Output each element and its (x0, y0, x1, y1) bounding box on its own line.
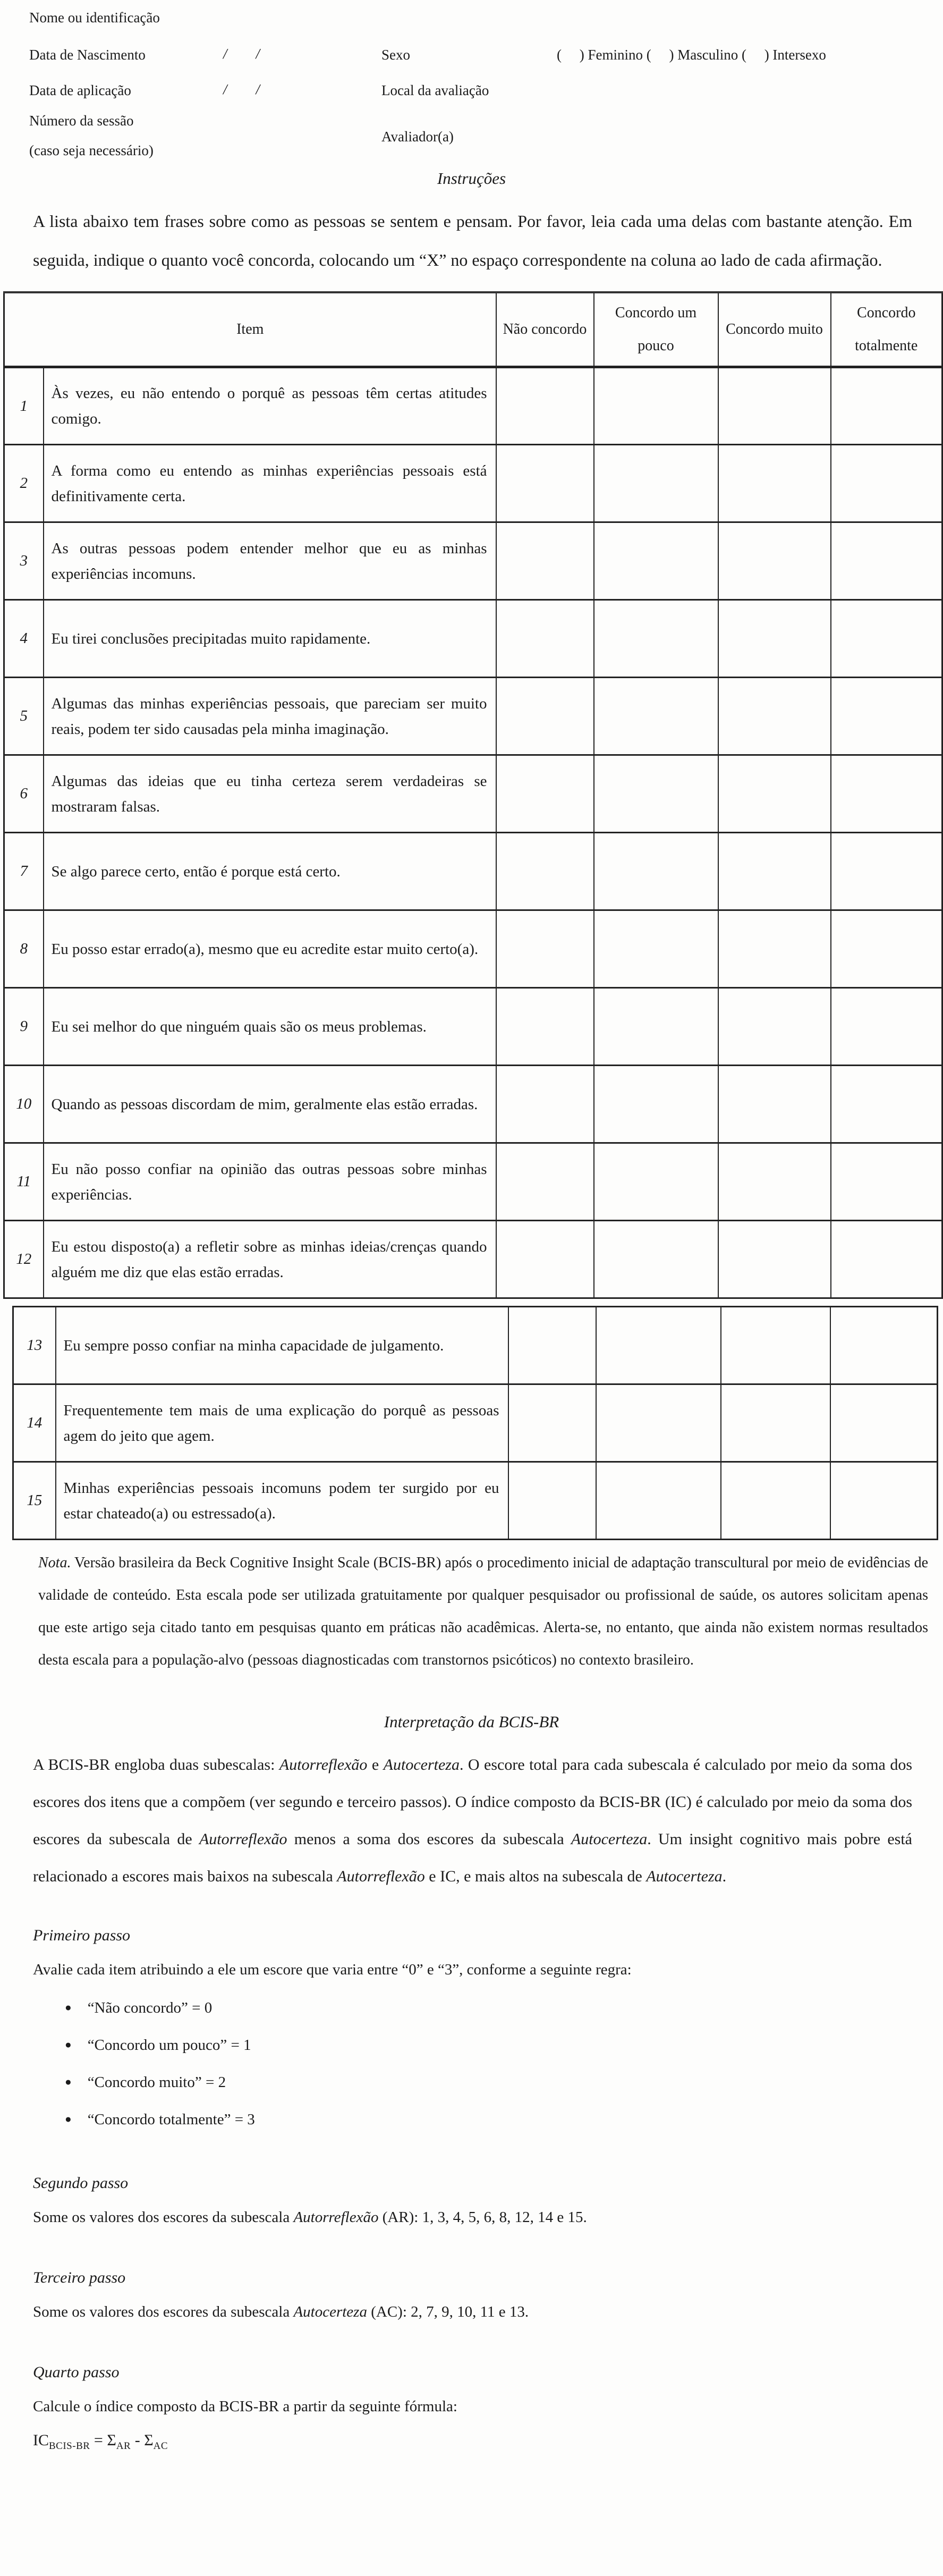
item-text: Algumas das ideias que eu tinha certeza serem verdadeiras se mostraram falsas. (44, 755, 496, 833)
step3-body (33, 2295, 912, 2329)
item-number: 8 (4, 910, 44, 988)
table-row (4, 678, 942, 755)
item-text: A forma como eu entendo as minhas experiências pessoais está definitivamente certa. (44, 445, 496, 522)
location-field-label: Local da avaliação (381, 82, 489, 98)
item-number: 3 (4, 522, 44, 600)
answer-cell-nao-concordo[interactable] (496, 910, 594, 988)
column-header-concordo-muito: Concordo muito (718, 292, 831, 367)
text-segment: . Um insight cognitivo mais pobre está relacionado a escores mais baixos na subescala (33, 1830, 912, 1885)
answer-cell-concordo-muito[interactable] (718, 910, 831, 988)
step4-body: Calcule o índice composto da BCIS-BR a partir da seguinte fórmula: (33, 2398, 457, 2415)
nota-text: Versão brasileira da Beck Cognitive Insight Scale (BCIS-BR) após o procedimento inicial de adaptação transcultural por meio de evidências de validade de conteúdo. Esta escala pode ser utilizada gratuitamente por qualquer pesquisador ou profissional de saúde, os autores solicitam apenas que este artigo seja citado tanto em pesquisas quanto em práticas não acadêmicas. Alerta-se, no entanto, que ainda não existem normas resultados desta escala para a população-alvo (pessoas diagnosticadas com transtornos psicóticos) no contexto brasileiro. (38, 1555, 928, 1668)
formula-ar-subscript: AR (116, 2440, 131, 2452)
answer-cell-concordo-um-pouco[interactable] (594, 833, 718, 910)
item-text: Às vezes, eu não entendo o porquê as pessoas têm certas atitudes comigo. (44, 367, 496, 445)
item-text: As outras pessoas podem entender melhor que eu as minhas experiências incomuns. (44, 522, 496, 600)
answer-cell-nao-concordo[interactable] (496, 988, 594, 1066)
answer-cell-concordo-totalmente[interactable] (830, 1462, 938, 1540)
scoring-rule-item: ● “Não concordo” = 0 (65, 1990, 943, 2027)
scoring-rule-item: ● “Concordo um pouco” = 1 (65, 2027, 943, 2064)
item-text: Eu tirei conclusões precipitadas muito rapidamente. (44, 600, 496, 678)
item-number: 4 (4, 600, 44, 678)
questionnaire-table-continued (12, 1306, 938, 1540)
answer-cell-concordo-totalmente[interactable] (831, 678, 942, 755)
item-number: 1 (4, 367, 44, 445)
item-number: 9 (4, 988, 44, 1066)
text-segment-italic: Autorreflexão (293, 2209, 379, 2226)
column-header-concordo-totalmente: Concordo totalmente (831, 292, 942, 367)
identification-header (0, 0, 943, 159)
item-text: Minhas experiências pessoais incomuns podem ter surgido por eu estar chateado(a) ou estressado(a). (56, 1462, 508, 1540)
table-row (4, 1143, 942, 1221)
answer-cell-concordo-um-pouco[interactable] (594, 600, 718, 678)
item-number: 11 (4, 1143, 44, 1221)
answer-cell-concordo-muito[interactable] (718, 833, 831, 910)
birthdate-slashes: / / (223, 46, 260, 62)
text-segment-italic: Autocerteza (383, 1756, 460, 1773)
scoring-rule-item: ● “Concordo muito” = 2 (65, 2064, 943, 2101)
answer-cell-concordo-totalmente[interactable] (831, 988, 942, 1066)
answer-cell-nao-concordo[interactable] (496, 1221, 594, 1298)
answer-cell-concordo-totalmente[interactable] (831, 1066, 942, 1143)
table-row (4, 833, 942, 910)
answer-cell-concordo-muito[interactable] (718, 1066, 831, 1143)
step2-title: Segundo passo (33, 2174, 129, 2192)
formula-ac-subscript: AC (153, 2440, 168, 2452)
table-row (4, 522, 942, 600)
item-number: 10 (4, 1066, 44, 1143)
answer-cell-concordo-totalmente[interactable] (831, 1221, 942, 1298)
text-segment-italic: Autocerteza (293, 2303, 367, 2320)
answer-cell-concordo-muito[interactable] (718, 522, 831, 600)
item-text: Eu posso estar errado(a), mesmo que eu acredite estar muito certo(a). (44, 910, 496, 988)
table-row (4, 1221, 942, 1298)
instructions-paragraph: A lista abaixo tem frases sobre como as pessoas se sentem e pensam. Por favor, leia cada uma delas com bastante atenção. Em seguida, indique o quanto você concorda, colocando um “X” no espaço correspondente na coluna ao lado de cada afirmação. (33, 212, 912, 269)
item-text: Se algo parece certo, então é porque está certo. (44, 833, 496, 910)
column-header-nao-concordo: Não concordo (496, 292, 594, 367)
text-segment: e IC, e mais altos na subescala de (424, 1868, 647, 1885)
answer-cell-nao-concordo[interactable] (508, 1462, 596, 1540)
item-number: 14 (13, 1384, 56, 1462)
answer-cell-concordo-muito[interactable] (718, 600, 831, 678)
text-segment-italic: Autocerteza (571, 1830, 648, 1848)
answer-cell-concordo-totalmente[interactable] (831, 755, 942, 833)
item-number: 12 (4, 1221, 44, 1298)
nota-paragraph (38, 1547, 928, 1676)
answer-cell-nao-concordo[interactable] (508, 1384, 596, 1462)
application-date-label: Data de aplicação (29, 82, 131, 98)
answer-cell-concordo-um-pouco[interactable] (594, 522, 718, 600)
table-row (4, 755, 942, 833)
answer-cell-concordo-totalmente[interactable] (830, 1384, 938, 1462)
text-segment: e (367, 1756, 384, 1773)
item-number: 13 (13, 1307, 56, 1384)
item-number: 15 (13, 1462, 56, 1540)
text-segment-italic: Autorreflexão (337, 1868, 425, 1885)
item-text: Eu sei melhor do que ninguém quais são os meus problemas. (44, 988, 496, 1066)
answer-cell-concordo-totalmente[interactable] (831, 445, 942, 522)
answer-cell-concordo-um-pouco[interactable] (594, 1143, 718, 1221)
answer-cell-concordo-totalmente[interactable] (831, 522, 942, 600)
answer-cell-concordo-um-pouco[interactable] (594, 367, 718, 445)
step4-title: Quarto passo (33, 2363, 120, 2381)
answer-cell-concordo-um-pouco[interactable] (594, 1221, 718, 1298)
answer-cell-concordo-muito[interactable] (721, 1462, 830, 1540)
item-number: 7 (4, 833, 44, 910)
table-row (4, 367, 942, 445)
item-text: Eu não posso confiar na opinião das outras pessoas sobre minhas experiências. (44, 1143, 496, 1221)
text-segment: Some os valores dos escores da subescala (33, 2303, 294, 2320)
answer-cell-concordo-um-pouco[interactable] (594, 445, 718, 522)
application-date-slashes: / / (223, 81, 260, 97)
answer-cell-concordo-muito[interactable] (721, 1307, 830, 1384)
table-row (4, 600, 942, 678)
answer-cell-concordo-um-pouco[interactable] (594, 988, 718, 1066)
step1-body: Avalie cada item atribuindo a ele um escore que varia entre “0” e “3”, conforme a seguinte regra: (33, 1961, 632, 1978)
questionnaire-table (3, 291, 943, 1299)
instructions-title: Instruções (437, 169, 506, 188)
step2-body (33, 2200, 912, 2234)
table-row (13, 1307, 938, 1384)
answer-cell-nao-concordo[interactable] (496, 522, 594, 600)
table-header-row (4, 292, 942, 367)
answer-cell-concordo-um-pouco[interactable] (594, 755, 718, 833)
session-number-label: Número da sessão (29, 113, 134, 129)
answer-cell-concordo-um-pouco[interactable] (594, 678, 718, 755)
item-text: Eu sempre posso confiar na minha capacidade de julgamento. (56, 1307, 508, 1384)
answer-cell-concordo-muito[interactable] (718, 445, 831, 522)
text-segment: menos a soma dos escores da subescala (287, 1830, 571, 1848)
item-text: Algumas das minhas experiências pessoais, que pareciam ser muito reais, podem ter sido causadas pela minha imaginação. (44, 678, 496, 755)
text-segment-italic: Autorreflexão (199, 1830, 287, 1848)
text-segment-italic: Autorreflexão (279, 1756, 368, 1773)
text-segment: (AC): 2, 7, 9, 10, 11 e 13. (367, 2303, 529, 2320)
text-segment-italic: Autocerteza (646, 1868, 723, 1885)
sex-options-checkboxes[interactable]: ( ) Feminino ( ) Masculino ( ) Intersexo (557, 47, 826, 63)
answer-cell-nao-concordo[interactable] (496, 367, 594, 445)
step3-title: Terceiro passo (33, 2269, 126, 2286)
answer-cell-concordo-totalmente[interactable] (831, 367, 942, 445)
table-row (4, 1066, 942, 1143)
birthdate-field-label: Data de Nascimento (29, 47, 146, 63)
answer-cell-nao-concordo[interactable] (508, 1307, 596, 1384)
answer-cell-concordo-totalmente[interactable] (831, 600, 942, 678)
answer-cell-concordo-um-pouco[interactable] (596, 1307, 721, 1384)
answer-cell-concordo-muito[interactable] (718, 1221, 831, 1298)
table-row (13, 1384, 938, 1462)
formula-equals-sigma: = Σ (90, 2431, 116, 2449)
answer-cell-concordo-muito[interactable] (718, 367, 831, 445)
text-segment: . (722, 1868, 727, 1885)
item-number: 2 (4, 445, 44, 522)
answer-cell-nao-concordo[interactable] (496, 755, 594, 833)
answer-cell-concordo-totalmente[interactable] (831, 910, 942, 988)
answer-cell-concordo-muito[interactable] (718, 678, 831, 755)
answer-cell-concordo-muito[interactable] (721, 1384, 830, 1462)
column-header-concordo-um-pouco: Concordo um pouco (594, 292, 718, 367)
evaluator-field-label: Avaliador(a) (381, 129, 454, 145)
answer-cell-nao-concordo[interactable] (496, 445, 594, 522)
answer-cell-concordo-totalmente[interactable] (830, 1307, 938, 1384)
item-number: 5 (4, 678, 44, 755)
formula-ic: IC (33, 2431, 49, 2449)
table-row (13, 1462, 938, 1540)
formula-minus-sigma: - Σ (131, 2431, 154, 2449)
step1-title: Primeiro passo (33, 1927, 131, 1944)
text-segment: . O escore total para cada subescala é calculado por meio da soma dos escores dos itens que a compõem (ver segundo e terceiro passos). O índice composto da BCIS-BR (IC) é calculado por meio da soma dos escores da subescala de (33, 1756, 912, 1848)
answer-cell-nao-concordo[interactable] (496, 1143, 594, 1221)
table-row (4, 445, 942, 522)
text-segment: Some os valores dos escores da subescala (33, 2209, 294, 2226)
answer-cell-concordo-totalmente[interactable] (831, 1143, 942, 1221)
answer-cell-concordo-um-pouco[interactable] (596, 1384, 721, 1462)
formula-ic-subscript: BCIS-BR (49, 2440, 90, 2452)
interpretation-paragraph (33, 1746, 912, 1895)
column-header-item: Item (4, 292, 496, 367)
answer-cell-concordo-totalmente[interactable] (831, 833, 942, 910)
answer-cell-nao-concordo[interactable] (496, 678, 594, 755)
item-number: 6 (4, 755, 44, 833)
name-field-label: Nome ou identificação (29, 10, 160, 26)
nota-label: Nota. (38, 1555, 71, 1571)
text-segment: A BCIS-BR engloba duas subescalas: (33, 1756, 279, 1773)
answer-cell-concordo-um-pouco[interactable] (594, 910, 718, 988)
answer-cell-concordo-um-pouco[interactable] (596, 1462, 721, 1540)
table-row (4, 910, 942, 988)
text-segment: (AR): 1, 3, 4, 5, 6, 8, 12, 14 e 15. (378, 2209, 587, 2226)
scoring-rule-item: ● “Concordo totalmente” = 3 (65, 2101, 943, 2139)
item-text: Frequentemente tem mais de uma explicação do porquê as pessoas agem do jeito que agem. (56, 1384, 508, 1462)
answer-cell-concordo-um-pouco[interactable] (594, 1066, 718, 1143)
item-text: Quando as pessoas discordam de mim, geralmente elas estão erradas. (44, 1066, 496, 1143)
answer-cell-nao-concordo[interactable] (496, 600, 594, 678)
sex-field-label: Sexo (381, 47, 410, 63)
session-note-label: (caso seja necessário) (29, 142, 154, 158)
answer-cell-concordo-muito[interactable] (718, 988, 831, 1066)
interpretation-title: Interpretação da BCIS-BR (384, 1712, 559, 1731)
answer-cell-concordo-muito[interactable] (718, 755, 831, 833)
table-row (4, 988, 942, 1066)
scoring-rules-list (65, 1990, 943, 2139)
answer-cell-nao-concordo[interactable] (496, 1066, 594, 1143)
composite-index-formula (33, 2423, 943, 2463)
item-text: Eu estou disposto(a) a refletir sobre as minhas ideias/crenças quando alguém me diz que elas estão erradas. (44, 1221, 496, 1298)
answer-cell-nao-concordo[interactable] (496, 833, 594, 910)
answer-cell-concordo-muito[interactable] (718, 1143, 831, 1221)
